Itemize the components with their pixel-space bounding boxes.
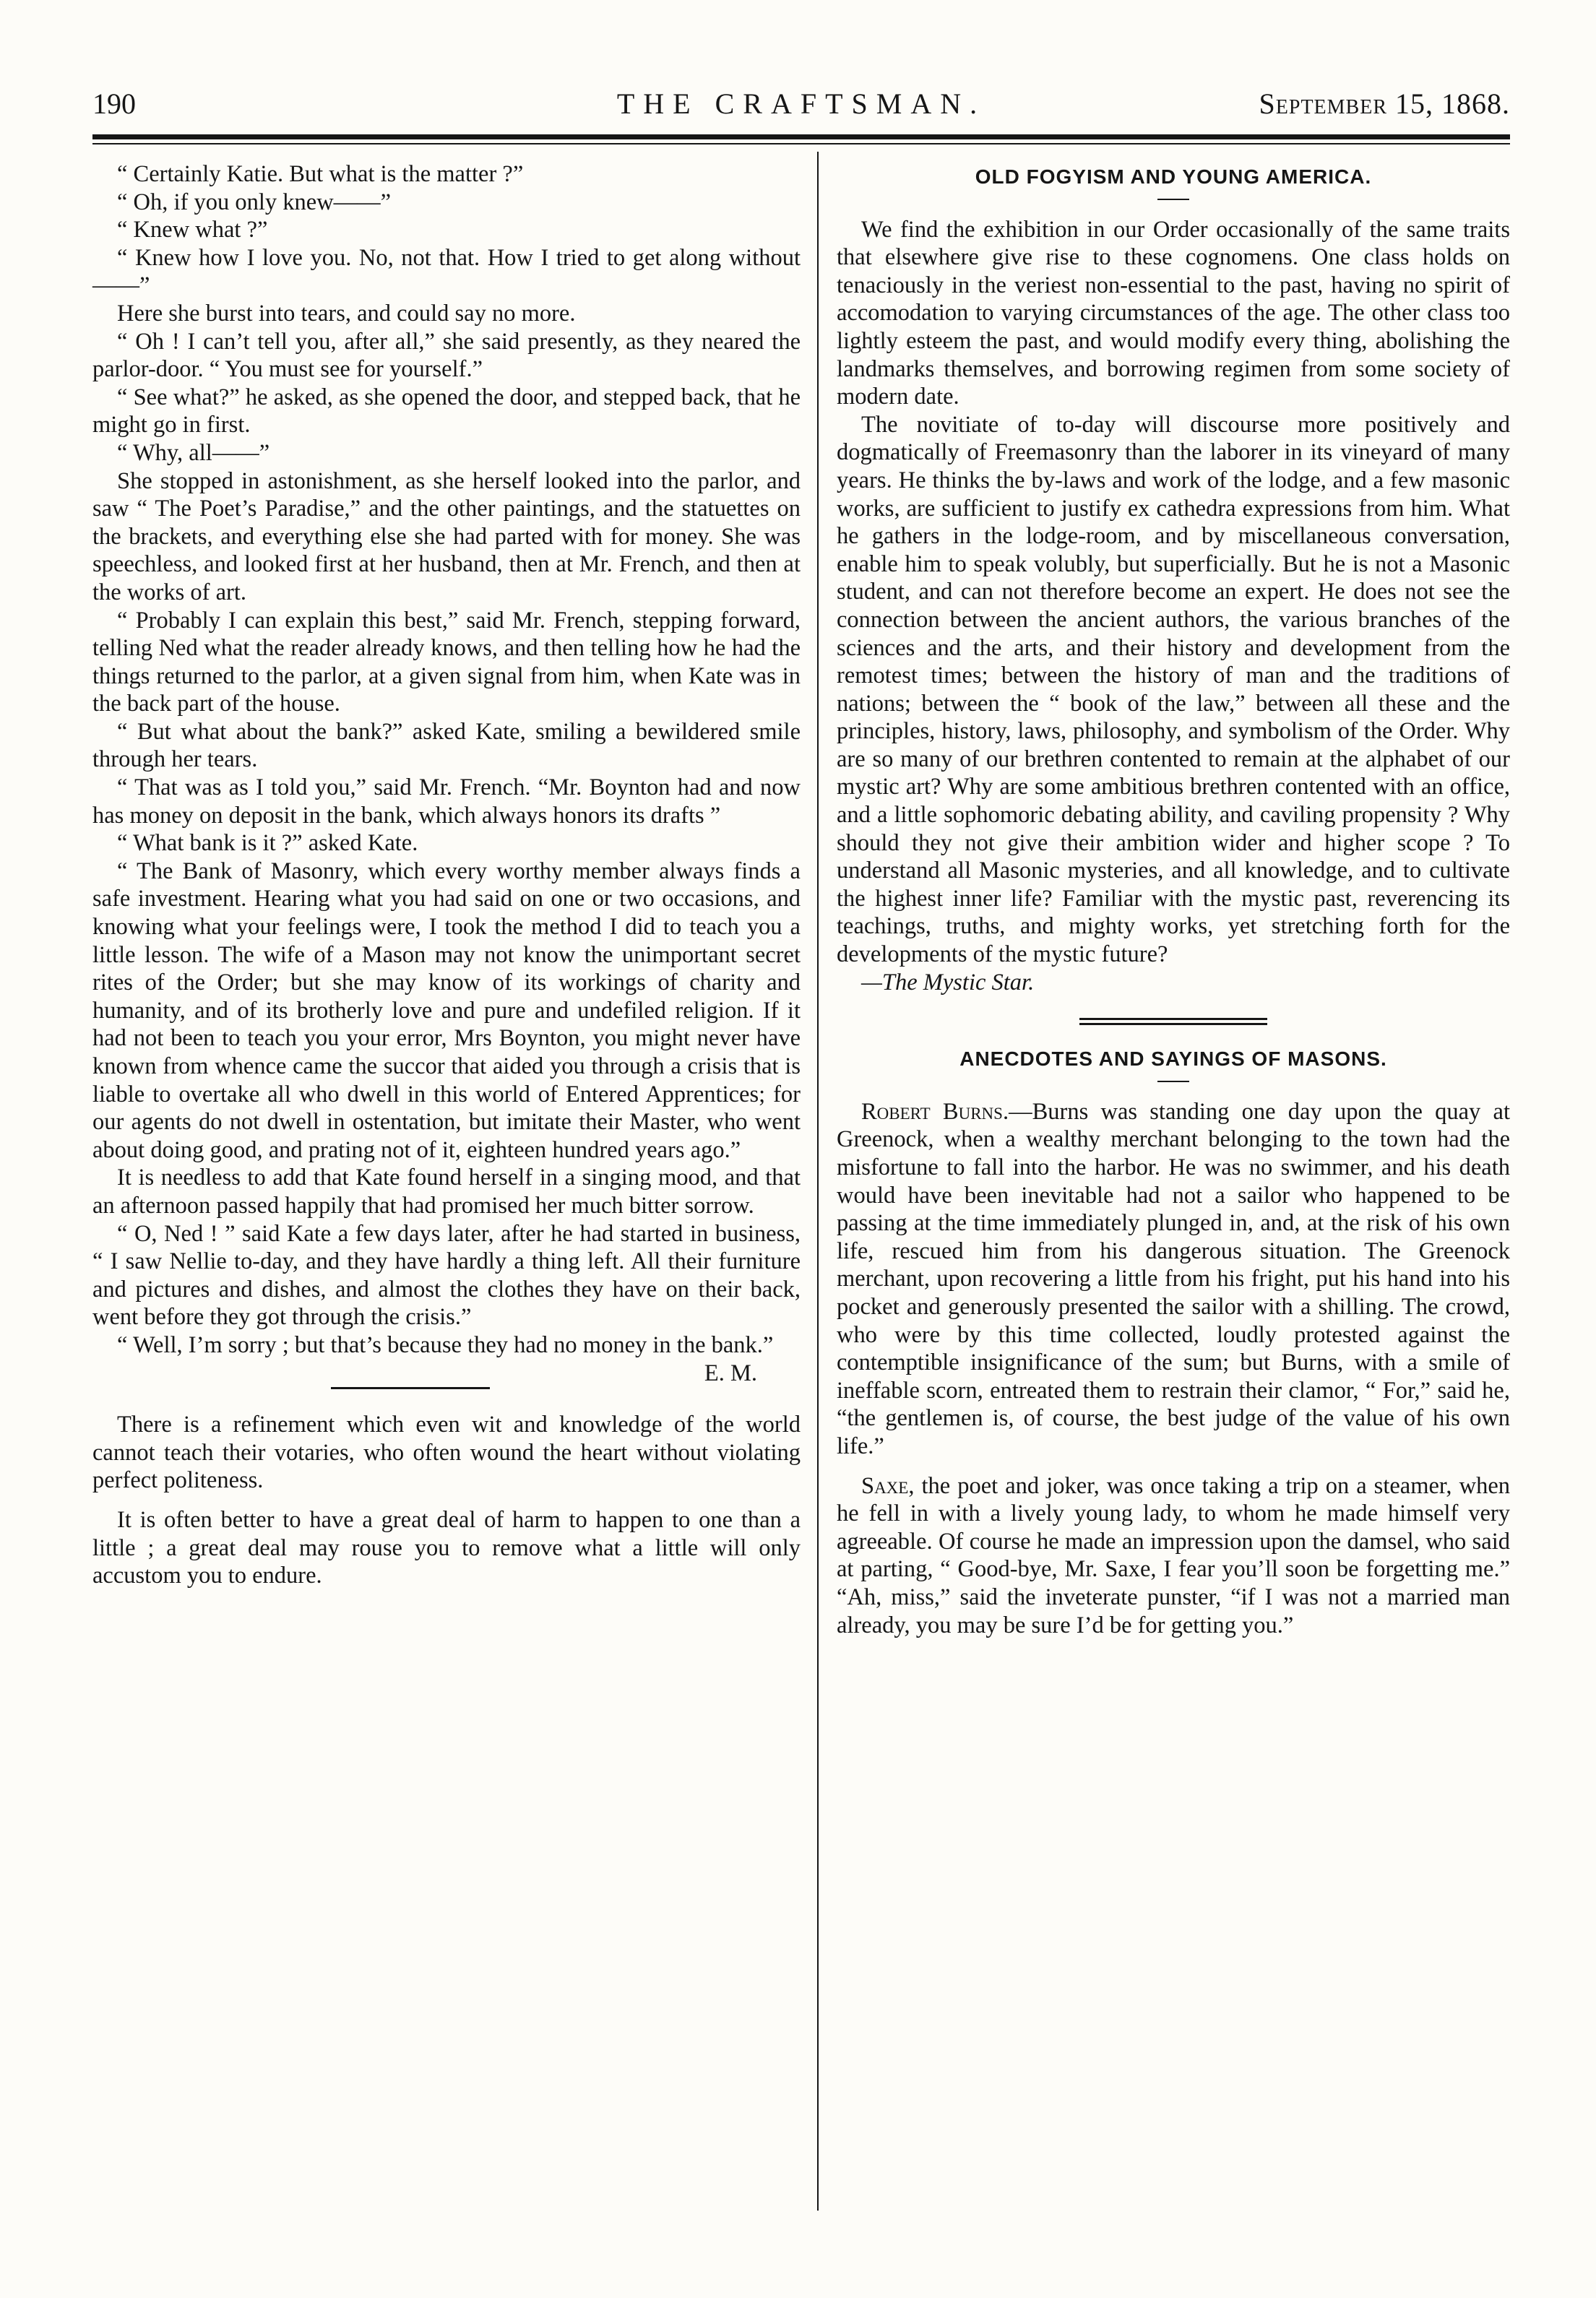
anecdote-paragraph [837, 1472, 1510, 1640]
story-paragraph: “ Why, all——” [117, 439, 270, 466]
section-separator [1079, 1018, 1267, 1025]
anecdote-lead: Robert Burns. [861, 1098, 1009, 1125]
story-paragraph: “ Probably I can explain this best,” said Mr. French, stepping forward, telling Ned what the reader already knows, and then telling how he had the things returned to the parlor, at a given signal from him, when Kate was in the back part of the house. [92, 607, 801, 717]
author-signature: E. M. [704, 1360, 757, 1386]
story-paragraph: She stopped in astonishment, as she herself looked into the parlor, and saw “ The Poet’s Paradise,” and the other paintings, and the statuettes on the brackets, and everything else she had parted with for money. She was speechless, and looked first at her husband, then at Mr. French, and then at the works of art. [92, 467, 801, 605]
anecdote-text: —Burns was standing one day upon the quay at Greenock, when a wealthy merchant belonging to the town had the misfortune to fall into the harbor. He was no swimmer, and his death would have been inevitable had not a sailor who happened to be passing at the time immediately plunged in, and, at the risk of his own life, rescued him from his dangerous situation. The Greenock merchant, upon recovering a little from his fright, put his hand into his pocket and generously presented the sailor with a shilling. The crowd, who were by this time collected, loudly protested against the contemptible insignificance of the sum; but Burns, with a smile of ineffable scorn, entreated them to restrain their clamor, “ For,” said he, “the gentlemen is, of course, the best judge of the value of his own life.” [837, 1098, 1511, 1459]
article-paragraph: We find the exhibition in our Order occasionally of the same traits that elsewhere give rise to these cognomens. One class holds on tenaciously in the veriest non-essential to the past, having no spirit of accomodation to varying circumstances of the age. The other class too lightly esteem the past, and would modify every thing, abolishing the landmarks themselves, and borrowing regimen from some society of modern date. [837, 216, 1510, 410]
column-divider [817, 152, 819, 2211]
story-paragraph: “ Oh ! I can’t tell you, after all,” she said presently, as they neared the parlor-door. “ You must see for yourself.” [92, 328, 801, 383]
maxim-paragraph: There is a refinement which even wit and knowledge of the world cannot teach their votaries, who often wound the heart without violating perfect politeness. [92, 1412, 801, 1494]
story-last-paragraph [92, 1331, 801, 1386]
anecdote-paragraph [837, 1098, 1510, 1461]
page-number: 190 [92, 87, 136, 120]
article-title: OLD FOGYISM AND YOUNG AMERICA. [975, 165, 1372, 188]
article-paragraph: The novitiate of to-day will discourse more positively and dogmatically of Freemasonry than the laborer in its vineyard of many years. He thinks the by-laws and work of the lodge, and a few masonic works, are sufficient to justify ex cathedra expressions from him. What he gathers in the lodge-room, and by miscellaneous conversation, enable him to speak volubly, but superficially. But he is not a Masonic student, and can not therefore become an expert. He does not see the connection between the ancient authors, the various branches of the sciences and the arts, and their history and development from the remotest times; between the history of man and the traditions of nations; between the “ book of the law,” between all these and the principles, history, laws, philosophy, and symbolism of the Order. Why are so many of our brethren contented to remain at the alphabet of our mystic art? Why are some ambitious brethren contented with an office, and a little sophomoric debating ability, and caviling propensity ? Why should they not give their ambition wider and higher scope ? To understand all Masonic mysteries, and all knowledge, and to cultivate the highest inner life? Familiar with the mystic past, reverencing its teachings, truths, and mighty works, yet stretching forth for the developments of the mystic future? [837, 411, 1510, 968]
story-paragraph: It is needless to add that Kate found herself in a singing mood, and that an afternoon passed happily that had promised her much bitter sorrow. [92, 1165, 801, 1219]
maxim-paragraph: It is often better to have a great deal of harm to happen to one than a little ; a great deal may rouse you to remove what a little will only accustom you to endure. [92, 1506, 801, 1589]
header-rule-thick [92, 134, 1510, 139]
story-paragraph: “ O, Ned ! ” said Kate a few days later, after he had started in business, “ I saw Nellie to-day, and they have hardly a thing left. All their furniture and pictures and dishes, and almost the clothes they have on their back, went before they got through the crisis.” [92, 1220, 801, 1331]
story-paragraph: “ Oh, if you only knew——” [117, 189, 392, 215]
issue-date: September 15, 1868. [1259, 87, 1510, 120]
story-paragraph: Here she burst into tears, and could say no more. [117, 300, 576, 327]
story-last-text: “ Well, I’m sorry ; but that’s because they had no money in the bank.” [117, 1331, 774, 1358]
section-separator [331, 1387, 490, 1389]
page-header [92, 87, 1510, 127]
article-title: ANECDOTES AND SAYINGS OF MASONS. [959, 1048, 1387, 1071]
title-dash [1157, 199, 1189, 200]
article-source: —The Mystic Star. [861, 969, 1035, 995]
story-paragraph: “ But what about the bank?” asked Kate, smiling a bewildered smile through her tears. [92, 718, 801, 773]
right-column [837, 160, 1510, 1639]
story-paragraph: “ Knew what ?” [117, 217, 268, 243]
header-rule-thin [92, 143, 1510, 144]
title-dash [1157, 1081, 1189, 1082]
anecdote-lead: Saxe, [861, 1472, 915, 1499]
story-paragraph: “ Knew how I love you. No, not that. How I tried to get along without——” [92, 244, 801, 299]
story-paragraph: “ That was as I told you,” said Mr. French. “Mr. Boynton had and now has money on deposit in the bank, which always honors its drafts ” [92, 774, 801, 829]
left-column [92, 160, 801, 1590]
story-paragraph: “ What bank is it ?” asked Kate. [117, 830, 418, 857]
story-paragraph: “ See what?” he asked, as she opened the door, and stepped back, that he might go in first. [92, 384, 801, 439]
anecdote-text: the poet and joker, was once taking a trip on a steamer, when he fell in with a lively young lady, to whom he made himself very agreeable. Of course he made an impression upon the damsel, who said at parting, “ Good-bye, Mr. Saxe, I fear you’ll soon be forgetting me.” “Ah, miss,” said the inveterate punster, “if I was not a married man already, you may be sure I’d be for getting you.” [837, 1472, 1510, 1638]
story-paragraph: “ Certainly Katie. But what is the matter ?” [117, 161, 524, 187]
story-paragraph: “ The Bank of Masonry, which every worthy member always finds a safe investment. Hearing what you had said on one or two occasions, and knowing what your feelings were, I took the method I did to teach you a little lesson. The wife of a Mason may not know the unimportant secret rites of the Order; but she may know of its workings of charity and humanity, and of its brotherly love and pure and undefiled religion. If it had not been to teach you your error, Mrs Boynton, you might never have known from whence came the succor that aided you through a crisis that is liable to overtake all who dwell in this world of Entered Apprentices; for our agents do not dwell in ostentation, but imitate their Master, who went about doing good, and prating not of it, eighteen hundred years ago.” [92, 858, 801, 1163]
journal-title: THE CRAFTSMAN. [616, 87, 986, 120]
